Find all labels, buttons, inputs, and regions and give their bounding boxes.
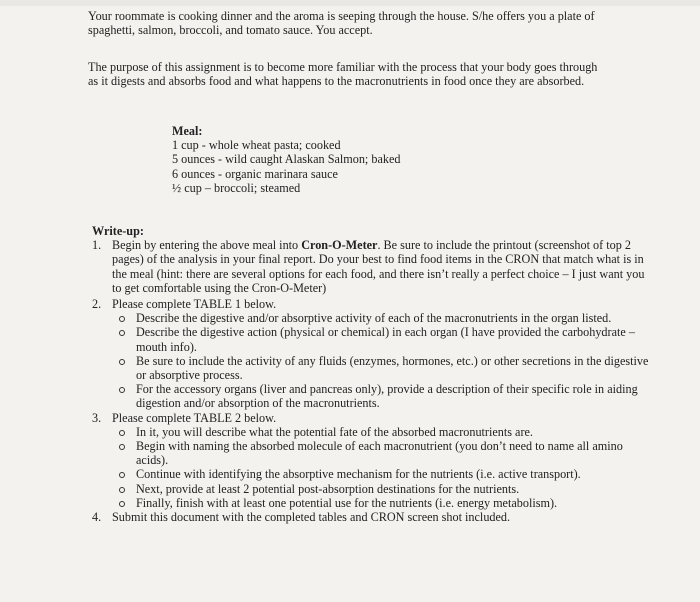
item-1-text-pre: Begin by entering the above meal into — [112, 238, 302, 253]
sub-item-text: In it, you will describe what the potential fate of the absorbed macronutrients are. — [136, 424, 533, 439]
item-number: 4. — [92, 510, 102, 525]
bullet-icon — [119, 472, 125, 478]
sub-item-text: Describe the digestive action (physical or chemical) in each organ (I have provided the carbohydrate – mouth info). — [136, 325, 635, 354]
sub-item — [92, 467, 652, 481]
sub-item-text: Begin with naming the absorbed molecule of each macronutrient (you don’t need to name all amino acids). — [136, 439, 623, 468]
sub-item-text: For the accessory organs (liver and pancreas only), provide a description of their specific role in aiding digestion and/or absorption of the macronutrients. — [136, 382, 638, 411]
item-4-text: Submit this document with the completed tables and CRON screen shot included. — [112, 510, 511, 525]
item-2-text: Please complete TABLE 1 below. — [112, 297, 277, 312]
sub-item-text: Next, provide at least 2 potential post-absorption destinations for the nutrients. — [136, 481, 520, 496]
item-number: 2. — [92, 297, 102, 312]
cron-o-meter-name: Cron-O-Meter — [301, 238, 378, 253]
writeup-list — [92, 238, 652, 524]
bullet-icon — [119, 359, 125, 365]
sub-item — [92, 382, 652, 410]
writeup-item-2 — [92, 297, 652, 311]
sub-item — [92, 325, 652, 353]
sub-item — [92, 354, 652, 382]
item-number: 1. — [92, 238, 102, 253]
meal-item-salmon: 5 ounces - wild caught Alaskan Salmon; baked — [172, 152, 401, 167]
sub-item-text: Finally, finish with at least one potential use for the nutrients (i.e. energy metabolism). — [136, 495, 558, 510]
sub-item — [92, 425, 652, 439]
sub-item — [92, 496, 652, 510]
sub-item — [92, 439, 652, 467]
writeup-item-1 — [92, 238, 652, 295]
writeup-section — [92, 224, 652, 524]
meal-item-pasta: 1 cup - whole wheat pasta; cooked — [172, 138, 341, 153]
sub-item — [92, 311, 652, 325]
meal-title: Meal: — [172, 124, 203, 138]
sub-item-text: Continue with identifying the absorptive mechanism for the nutrients (i.e. active transport). — [136, 467, 581, 482]
item-3-text: Please complete TABLE 2 below. — [112, 410, 277, 425]
document-page — [62, 0, 682, 602]
sub-item — [92, 482, 652, 496]
meal-item-sauce: 6 ounces - organic marinara sauce — [172, 166, 338, 181]
bullet-icon — [119, 444, 125, 450]
bullet-icon — [119, 330, 125, 336]
sub-item-text: Describe the digestive and/or absorptive activity of each of the macronutrients in the organ listed. — [136, 311, 612, 326]
bullet-icon — [119, 501, 125, 507]
item-number: 3. — [92, 410, 102, 425]
bullet-icon — [119, 430, 125, 436]
writeup-item-4 — [92, 510, 652, 524]
intro-paragraph: Your roommate is cooking dinner and the aroma is seeping through the house. S/he offers you a plate of spaghetti, salmon, broccoli, and tomato sauce. You accept. — [88, 9, 595, 38]
bullet-icon — [119, 487, 125, 493]
meal-item-broccoli: ½ cup – broccoli; steamed — [172, 180, 301, 195]
item-1-text-post: . Be sure to include the printout (screenshot of top 2 pages) of the analysis in your final report. Do your best to find food items in the CRON that match what is in the meal (hint: there are several options for each food, and there isn’t really a perfect choice – I just want you to get comfortable using the Cron-O-Meter) — [112, 238, 645, 295]
writeup-title: Write-up: — [92, 224, 144, 238]
sub-item-text: Be sure to include the activity of any fluids (enzymes, hormones, etc.) or other secretions in the digestive or absorptive process. — [136, 353, 649, 383]
bullet-icon — [119, 387, 125, 393]
meal-block — [172, 124, 472, 195]
writeup-item-3 — [92, 411, 652, 425]
bullet-icon — [119, 316, 125, 322]
purpose-paragraph: The purpose of this assignment is to become more familiar with the process that your body goes through as it digests and absorbs food and what happens to the macronutrients in food once they are absorbed. — [88, 60, 598, 89]
